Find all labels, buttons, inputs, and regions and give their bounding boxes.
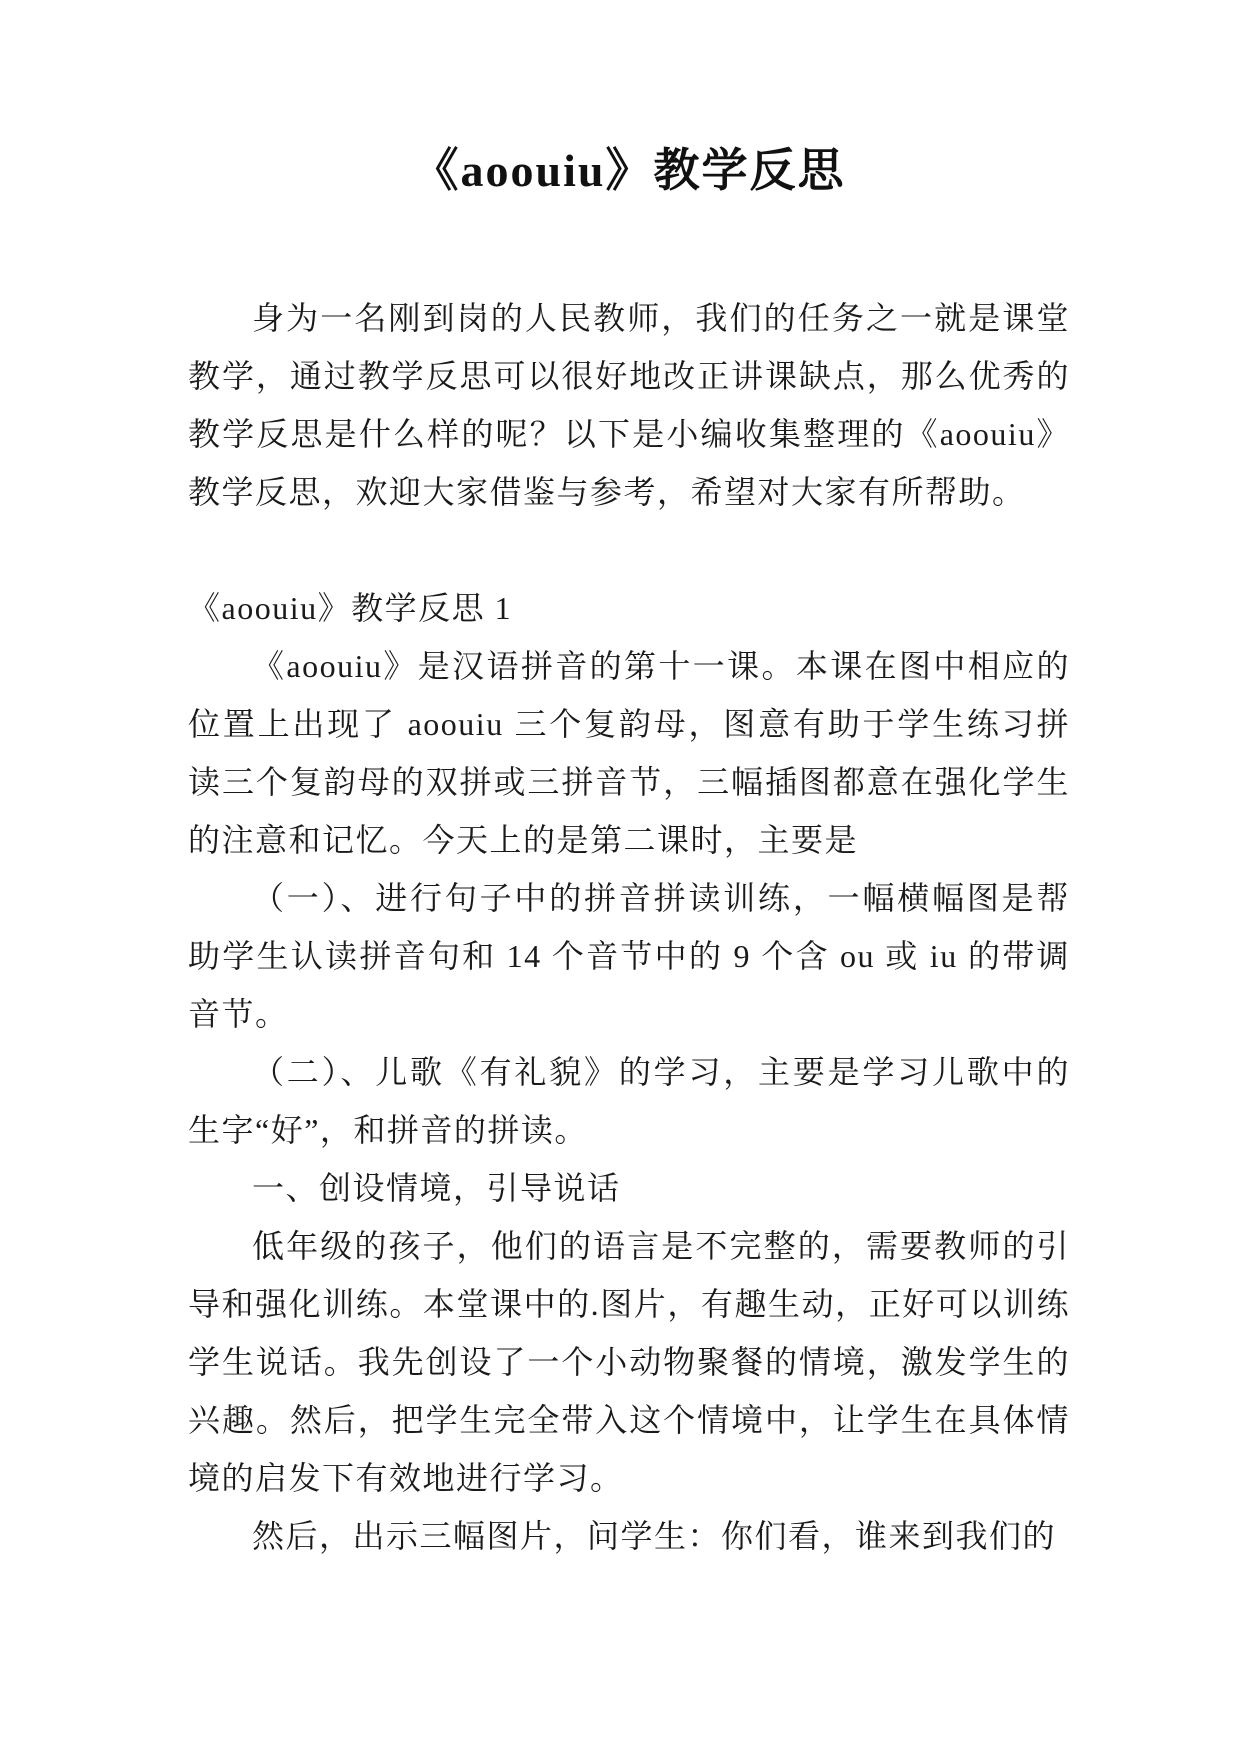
document-body bbox=[188, 289, 1070, 1565]
section-heading: 《aoouiu》教学反思 1 bbox=[188, 590, 513, 626]
paragraph: 《aoouiu》是汉语拼音的第十一课。本课在图中相应的位置上出现了 aoouiu 三个复韵母，图意有助于学生练习拼读三个复韵母的双拼或三拼音节，三幅插图都意在强化学生的注意和记忆。今天上的是第二课时，主要是 bbox=[188, 648, 1070, 858]
paragraph: （一）、进行句子中的拼音拼读训练，一幅横幅图是帮助学生认读拼音句和 14 个音节中的 9 个含 ou 或 iu 的带调音节。 bbox=[188, 880, 1070, 1032]
paragraph: 身为一名刚到岗的人民教师，我们的任务之一就是课堂教学，通过教学反思可以很好地改正讲课缺点，那么优秀的教学反思是什么样的呢？以下是小编收集整理的《aoouiu》教学反思，欢迎大家借鉴与参考，希望对大家有所帮助。 bbox=[188, 300, 1070, 510]
paragraph: 低年级的孩子，他们的语言是不完整的，需要教师的引导和强化训练。本堂课中的.图片，有趣生动，正好可以训练学生说话。我先创设了一个小动物聚餐的情境，激发学生的兴趣。然后，把学生完全带入这个情境中，让学生在具体情境的启发下有效地进行学习。 bbox=[188, 1228, 1070, 1496]
paragraph: 一、创设情境，引导说话 bbox=[252, 1170, 621, 1206]
document-title: 《aoouiu》教学反思 bbox=[412, 145, 846, 196]
paragraph: 然后，出示三幅图片，问学生：你们看，谁来到我们的 bbox=[252, 1518, 1057, 1554]
paragraph: （二）、儿歌《有礼貌》的学习，主要是学习儿歌中的生字“好”，和拼音的拼读。 bbox=[188, 1054, 1070, 1148]
